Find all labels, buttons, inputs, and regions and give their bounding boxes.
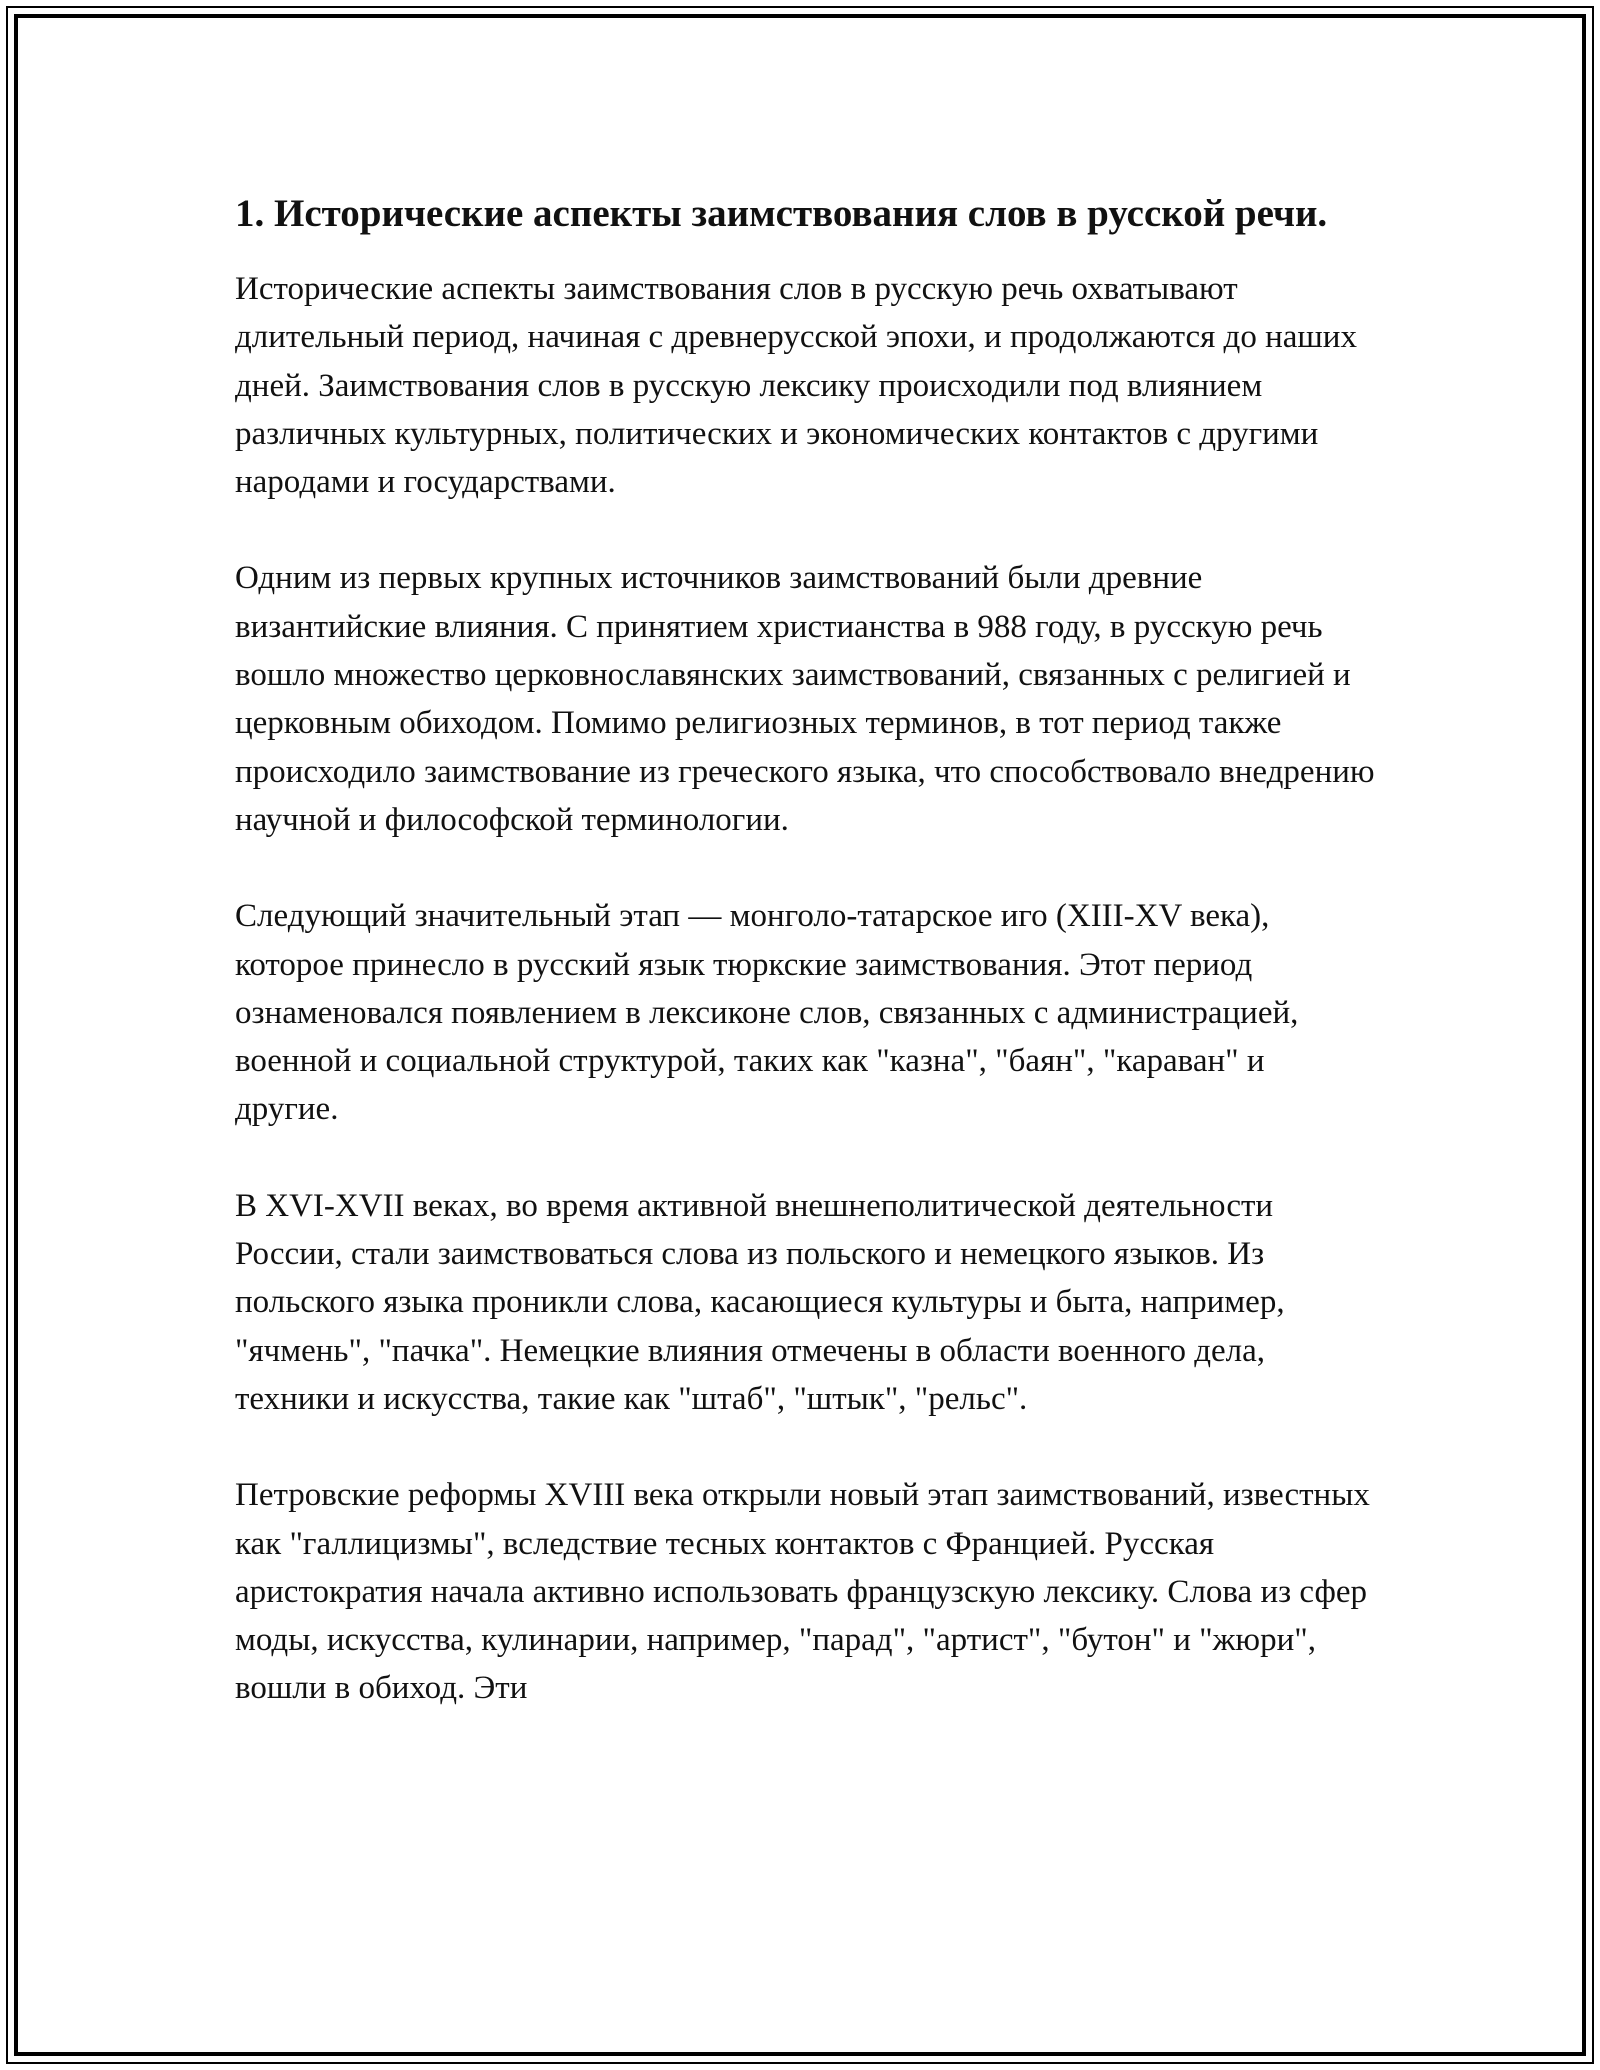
paragraph-polish-german: В XVI-XVII веках, во время активной внешнеполитической деятельности России, стали заимствоваться слова из польского и немецкого языков. Из польского языка проникли слова, касающиеся культуры и быта, например, "ячмень", "пачка". Немецкие влияния отмечены в области военного дела, техники и искусства, такие как "штаб", "штык", "рельс".: [235, 1187, 1285, 1417]
paragraph-petrine: Петровские реформы XVIII века открыли новый этап заимствований, известных как "галлицизмы", вследствие тесных контактов с Францией. Русская аристократия начала активно использовать французскую лексику. Слова из сфер моды, искусства, кулинарии, например, "парад", "артист", "бутон" и "жюри", вошли в обиход. Эти: [235, 1477, 1370, 1707]
paragraph-intro: Исторические аспекты заимствования слов в русскую речь охватывают длительный период, начиная с древнерусской эпохи, и продолжаются до наших дней. Заимствования слов в русскую лексику происходили под влиянием различных культурных, политических и экономических контактов с другими народами и государствами.: [235, 271, 1357, 501]
paragraph-byzantine: Одним из первых крупных источников заимствований были древние византийские влияния. С принятием христианства в 988 году, в русскую речь вошло множество церковнославянских заимствований, связанных с религией и церковным обиходом. Помимо религиозных терминов, в тот период также происходило заимствование из греческого языка, что способствовало внедрению научной и философской терминологии.: [235, 560, 1375, 838]
document-body: [235, 186, 1375, 1761]
section-heading: 1. Исторические аспекты заимствования слов в русской речи.: [235, 192, 1328, 235]
paragraph-mongol: Следующий значительный этап — монголо-татарское иго (XIII-XV века), которое принесло в русский язык тюркские заимствования. Этот период ознаменовался появлением в лексиконе слов, связанных с администрацией, военной и социальной структурой, таких как "казна", "баян", "караван" и другие.: [235, 898, 1299, 1128]
